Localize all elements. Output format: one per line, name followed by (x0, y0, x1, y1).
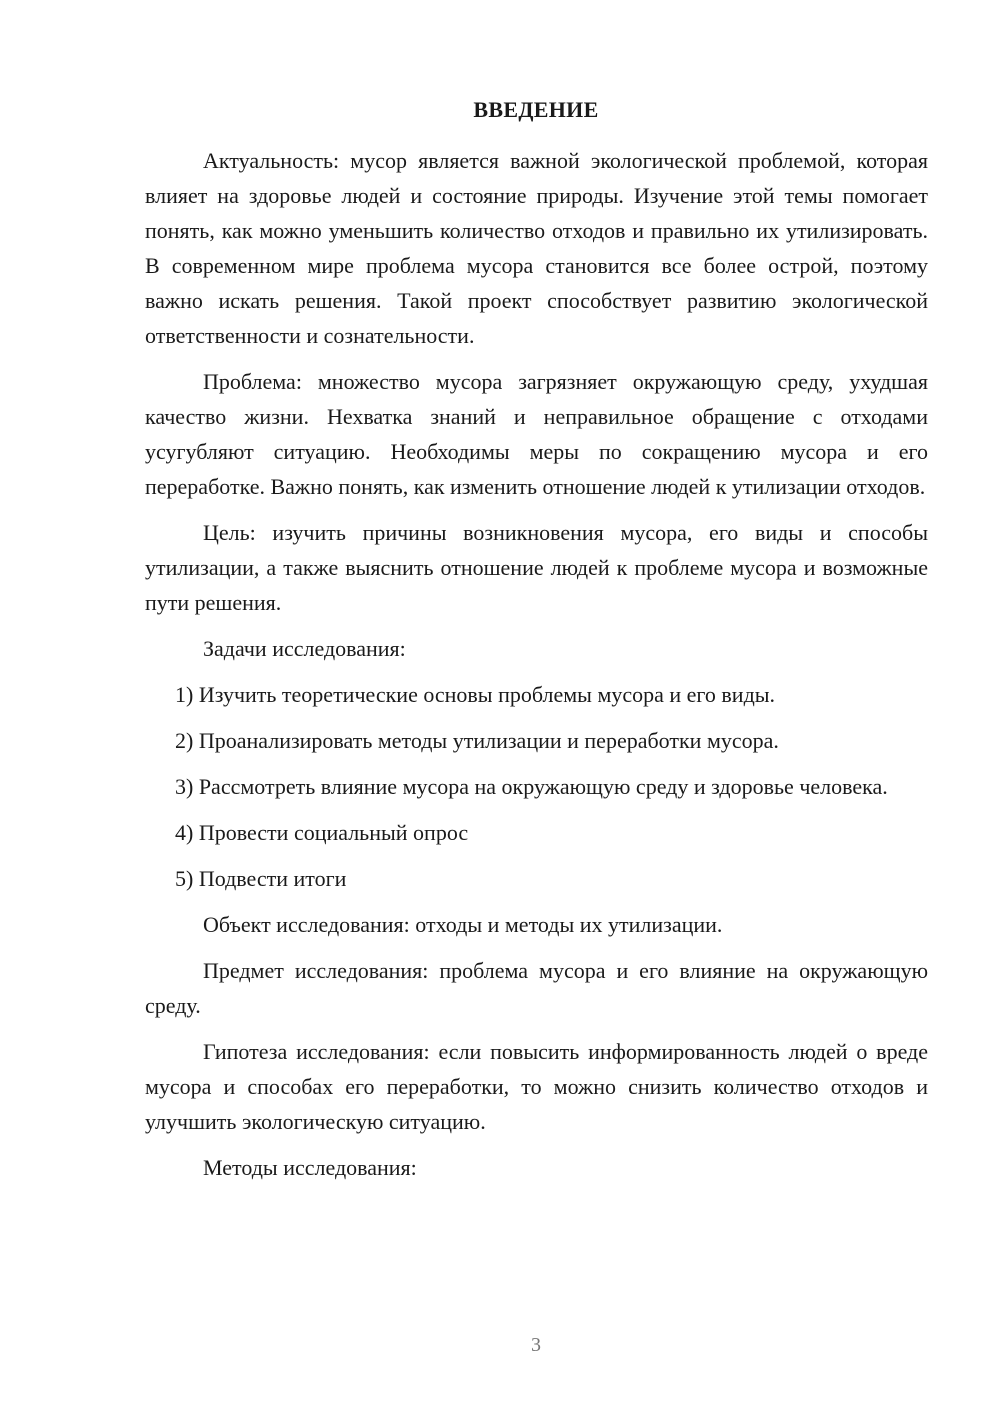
task-item-3: 3) Рассмотреть влияние мусора на окружающую среду и здоровье человека. (175, 774, 888, 799)
document-body (145, 143, 928, 1196)
task-item-2: 2) Проанализировать методы утилизации и переработки мусора. (175, 728, 779, 753)
task-item-5: 5) Подвести итоги (175, 866, 347, 891)
section-title: ВВЕДЕНИЕ (473, 97, 599, 122)
paragraph-hypothesis: Гипотеза исследования: если повысить информированность людей о вреде мусора и способах его переработки, то можно снизить количество отходов и улучшить экологическую ситуацию. (145, 1039, 928, 1134)
paragraph-goal: Цель: изучить причины возникновения мусора, его виды и способы утилизации, а также выяснить отношение людей к проблеме мусора и возможные пути решения. (145, 520, 928, 615)
paragraph-subject: Предмет исследования: проблема мусора и его влияние на окружающую среду. (145, 958, 928, 1018)
task-item-1: 1) Изучить теоретические основы проблемы мусора и его виды. (175, 682, 776, 707)
task-item-4: 4) Провести социальный опрос (175, 820, 469, 845)
paragraph-object: Объект исследования: отходы и методы их утилизации. (203, 912, 723, 937)
page-number: 3 (531, 1334, 541, 1356)
paragraph-methods-heading: Методы исследования: (203, 1155, 417, 1180)
paragraph-problem: Проблема: множество мусора загрязняет окружающую среду, ухудшая качество жизни. Нехватка знаний и неправильное обращение с отходами усугубляют ситуацию. Необходимы меры по сокращению мусора и его переработке. Важно понять, как изменить отношение людей к утилизации отходов. (145, 369, 928, 499)
paragraph-relevance: Актуальность: мусор является важной экологической проблемой, которая влияет на здоровье людей и состояние природы. Изучение этой темы помогает понять, как можно уменьшить количество отходов и правильно их утилизировать. В современном мире проблема мусора становится все более острой, поэтому важно искать решения. Такой проект способствует развитию экологической ответственности и сознательности. (145, 148, 928, 348)
paragraph-tasks-heading: Задачи исследования: (203, 636, 406, 661)
